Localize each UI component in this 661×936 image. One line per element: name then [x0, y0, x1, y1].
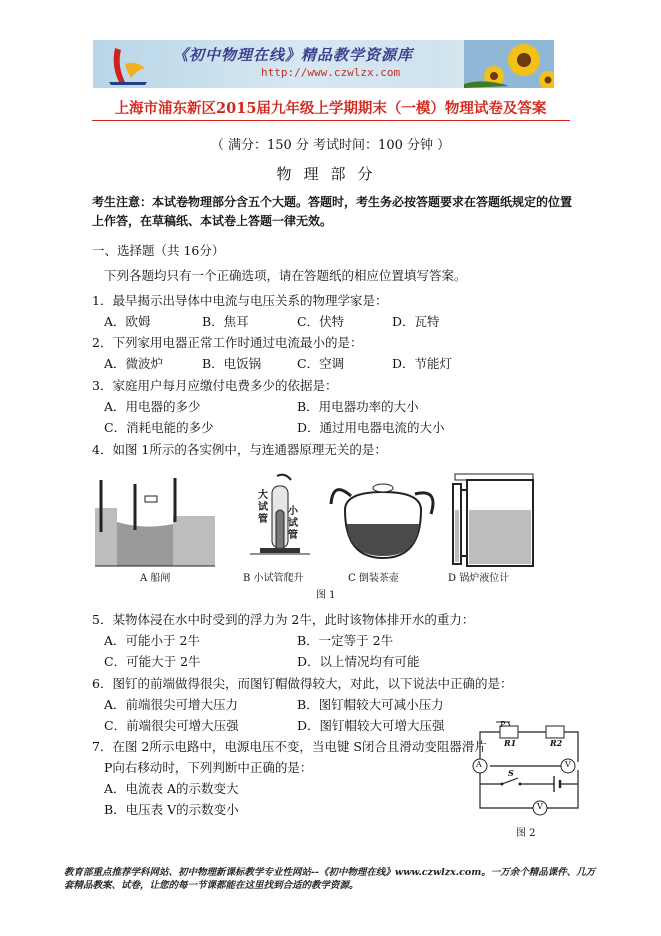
figure-2-label: 图 2 — [516, 828, 536, 839]
question-1-option-d: D．瓦特 — [392, 314, 440, 329]
question-7-option-b: B．电压表 V的示数变小 — [104, 802, 239, 817]
figure-1-big-tube-label: 大试管 — [258, 490, 268, 525]
question-5-option-c: C．可能大于 2牛 — [104, 654, 201, 669]
banner-url[interactable]: http://www.czwlzx.com — [261, 66, 401, 79]
figure-2-circuit — [466, 722, 586, 822]
question-5-option-a: A．可能小于 2牛 — [104, 633, 200, 648]
question-3-option-d: D．通过用电器电流的大小 — [297, 420, 445, 435]
figure-2-label-s: S — [508, 768, 514, 778]
sunflower-icon — [464, 40, 554, 88]
question-6-option-a: A．前端很尖可增大压力 — [104, 697, 239, 712]
question-2-option-a: A．微波炉 — [104, 356, 164, 371]
figure-1 — [95, 470, 535, 570]
question-2-option-d: D．节能灯 — [392, 356, 453, 371]
figure-2-label-r1: R1 — [504, 738, 517, 748]
question-7-stem-line2: P向右移动时，下列判断中正确的是： — [104, 760, 313, 775]
question-2-option-c: C．空调 — [297, 356, 345, 371]
question-7-option-a: A．电流表 A的示数变大 — [104, 781, 239, 796]
question-1-option-c: C．伏特 — [297, 314, 345, 329]
page-footer: 教育部重点推荐学科网站、初中物理新课标教学专业性网站--《初中物理在线》www.czwlzx.com。一万余个精品课件、几万套精品教案、试卷，让您的每一节课都能在这里找到合适的教学资源。 — [64, 867, 596, 891]
question-3-stem: 3．家庭用户每月应缴付电费多少的依据是： — [92, 378, 338, 393]
figure-2-label-v2: V — [537, 802, 543, 811]
figure-1a-ship-lock — [95, 478, 215, 566]
question-4-stem: 4．如图 1所示的各实例中，与连通器原理无关的是： — [92, 442, 387, 457]
question-5-option-b: B．一定等于 2牛 — [297, 633, 394, 648]
title-divider — [92, 120, 570, 121]
resistor-r2 — [546, 726, 564, 738]
question-6-option-d: D．图钉帽较大可增大压强 — [297, 718, 445, 733]
question-5-option-d: D．以上情况均有可能 — [297, 654, 420, 669]
question-2-stem: 2．下列家用电器正常工作时通过电流最小的是： — [92, 335, 363, 350]
question-6-stem: 6．图钉的前端做得很尖，而图钉帽做得较大，对此，以下说法中正确的是： — [92, 676, 513, 691]
header-banner — [93, 40, 554, 88]
part1-heading: 一、选择题（共 16分） — [92, 243, 225, 258]
figure-2-label-v1: V — [565, 760, 571, 769]
question-1-stem: 1．最早揭示出导体中电流与电压关系的物理学家是： — [92, 293, 388, 308]
question-3-option-c: C．消耗电能的多少 — [104, 420, 214, 435]
figure-1c-caption: C 倒装茶壶 — [348, 573, 399, 584]
figure-1c-teapot — [331, 484, 433, 558]
figure-1a-caption: A 船闸 — [140, 573, 171, 584]
figure-2-label-a: A — [476, 760, 482, 769]
figure-2-label-p: P — [500, 720, 506, 729]
question-6-option-c: C．前端很尖可增大压强 — [104, 718, 239, 733]
question-5-stem: 5．某物体浸在水中时受到的浮力为 2牛，此时该物体排开水的重力： — [92, 612, 475, 627]
figure-1d-level-gauge — [453, 474, 533, 566]
figure-1-small-tube-label: 小试管 — [288, 506, 298, 541]
exam-notice: 考生注意：本试卷物理部分含五个大题。答题时，考生务必按答题要求在答题纸规定的位置上作答，在草稿纸、本试卷上答题一律无效。 — [92, 195, 573, 228]
switch-s — [502, 778, 518, 784]
question-1-option-a: A．欧姆 — [104, 314, 151, 329]
paper-title: 上海市浦东新区2015届九年级上学期期末（一模）物理试卷及答案 — [114, 100, 547, 117]
banner-title: 《初中物理在线》精品教学资源库 — [173, 46, 414, 64]
question-1-option-b: B．焦耳 — [202, 314, 249, 329]
question-6-option-b: B．图钉帽较大可减小压力 — [297, 697, 444, 712]
exam-info: （ 满分：150 分 考试时间：100 分钟 ） — [210, 138, 451, 153]
question-2-option-b: B．电饭锅 — [202, 356, 262, 371]
section-title: 物理部分 — [276, 165, 385, 183]
figure-1d-caption: D 锅炉液位计 — [448, 573, 510, 584]
figure-1-label: 图 1 — [316, 590, 336, 601]
question-3-option-b: B．用电器功率的大小 — [297, 399, 419, 414]
figure-1b-caption: B 小试管爬升 — [243, 573, 304, 584]
question-7-stem-line1: 7．在图 2所示电路中，电源电压不变，当电键 S闭合且滑动变阻器滑片 — [92, 739, 487, 754]
site-logo-icon — [101, 42, 153, 86]
question-3-option-a: A．用电器的多少 — [104, 399, 201, 414]
figure-2-label-r2: R2 — [550, 738, 563, 748]
part1-instruction: 下列各题均只有一个正确选项，请在答题纸的相应位置填写答案。 — [104, 268, 467, 283]
